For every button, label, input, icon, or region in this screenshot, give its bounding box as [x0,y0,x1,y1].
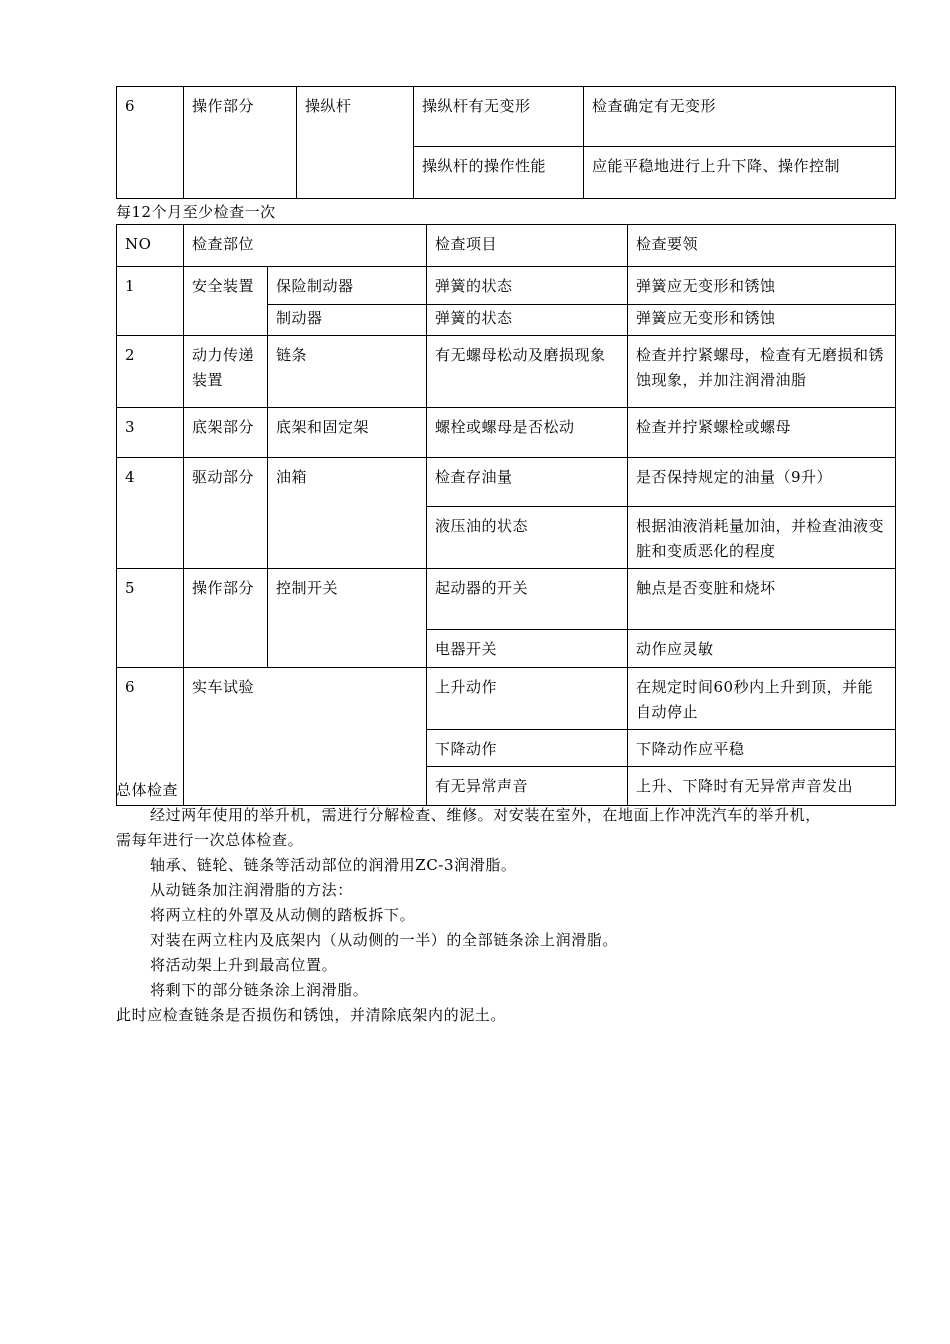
inspection-item: 有无异常声音 [427,767,628,806]
inspection-item: 起动器的开关 [427,569,628,630]
row-number: 6 [117,87,184,199]
inspection-item: 操纵杆有无变形 [414,87,584,147]
inspection-item: 弹簧的状态 [427,305,628,336]
inspection-item: 有无螺母松动及磨损现象 [427,336,628,408]
table-row [117,336,896,408]
inspection-method: 是否保持规定的油量（9升） [628,458,896,507]
inspection-method: 弹簧应无变形和锈蚀 [628,305,896,336]
inspection-item: 操纵杆的操作性能 [414,147,584,199]
inspection-item: 液压油的状态 [427,507,628,569]
row-number: 3 [117,408,184,458]
inspection-component: 操纵杆 [297,87,414,199]
inspection-method: 下降动作应平稳 [628,730,896,767]
row-number: 2 [117,336,184,408]
table-row [117,87,896,147]
inspection-method: 弹簧应无变形和锈蚀 [628,267,896,305]
inspection-component: 控制开关 [268,569,427,668]
inspection-table-12-months [116,224,896,806]
overall-paragraph: 轴承、链轮、链条等活动部位的润滑用ZC-3润滑脂。 [150,856,517,874]
inspection-component: 制动器 [268,305,427,336]
table-row [117,569,896,630]
overall-paragraph: 此时应检查链条是否损伤和锈蚀，并清除底架内的泥土。 [116,1006,507,1024]
table-row [117,408,896,458]
inspection-part: 操作部分 [184,87,297,199]
inspection-part: 底架部分 [184,408,268,458]
inspection-method: 触点是否变脏和烧坏 [628,569,896,630]
inspection-item: 下降动作 [427,730,628,767]
row-number: 1 [117,267,184,336]
overall-paragraph: 对装在两立柱内及底架内（从动侧的一半）的全部链条涂上润滑脂。 [150,931,619,949]
inspection-part: 安全装置 [184,267,268,336]
table-row [117,267,896,305]
inspection-part: 驱动部分 [184,458,268,569]
inspection-item: 检查存油量 [427,458,628,507]
inspection-method: 在规定时间60秒内上升到顶，并能自动停止 [628,668,896,730]
inspection-component: 保险制动器 [268,267,427,305]
row-number: 4 [117,458,184,569]
inspection-component: 油箱 [268,458,427,569]
inspection-part: 动力传递装置 [184,336,268,408]
inspection-method: 检查并拧紧螺母，检查有无磨损和锈蚀现象，并加注润滑油脂 [628,336,896,408]
overall-paragraph: 将两立柱的外罩及从动侧的踏板拆下。 [150,906,416,924]
inspection-method: 根据油液消耗量加油，并检查油液变脏和变质恶化的程度 [628,507,896,569]
row-number: 6 [117,668,184,806]
overall-heading: 总体检查 [116,781,179,799]
inspection-component: 链条 [268,336,427,408]
inspection-part: 操作部分 [184,569,268,668]
overall-paragraph: 从动链条加注润滑脂的方法： [150,881,353,899]
inspection-method: 检查并拧紧螺栓或螺母 [628,408,896,458]
overall-paragraph: 经过两年使用的举升机，需进行分解检查、维修。对安装在室外，在地面上作冲洗汽车的举升机，需每年进行一次总体检查。 [116,806,821,849]
table-header-row [117,225,896,267]
inspection-part: 实车试验 [184,668,427,806]
inspection-item: 电器开关 [427,630,628,668]
inspection-table-continued [116,86,896,199]
header-method: 检查要领 [628,225,896,267]
inspection-method: 动作应灵敏 [628,630,896,668]
row-number: 5 [117,569,184,668]
inspection-item: 弹簧的状态 [427,267,628,305]
header-no: NO [117,225,184,267]
table-row [117,458,896,507]
inspection-method: 上升、下降时有无异常声音发出 [628,767,896,806]
header-part: 检查部位 [184,225,427,267]
inspection-method: 应能平稳地进行上升下降、操作控制 [584,147,896,199]
table-row [117,668,896,730]
inspection-component: 底架和固定架 [268,408,427,458]
inspection-method: 检查确定有无变形 [584,87,896,147]
overall-paragraph: 将剩下的部分链条涂上润滑脂。 [150,981,369,999]
overall-paragraph: 将活动架上升到最高位置。 [150,956,338,974]
header-item: 检查项目 [427,225,628,267]
inspection-item: 上升动作 [427,668,628,730]
section-caption: 每12个月至少检查一次 [116,203,276,221]
inspection-item: 螺栓或螺母是否松动 [427,408,628,458]
